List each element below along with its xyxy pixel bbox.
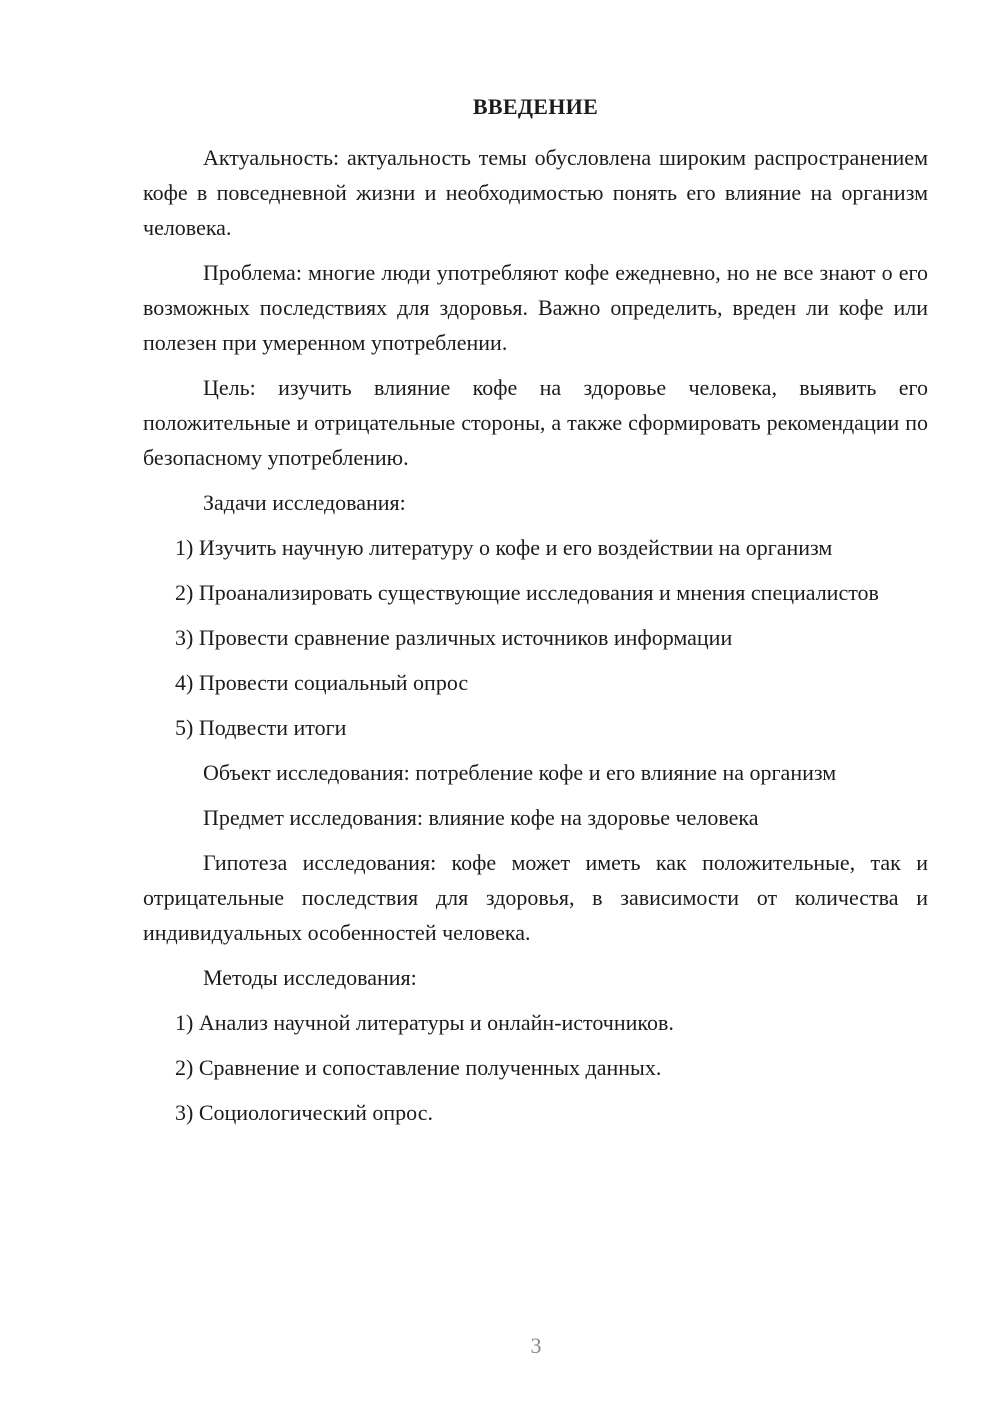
paragraph-hypothesis: Гипотеза исследования: кофе может иметь как положительные, так и отрицательные последствия для здоровья, в зависимости от количества и индивидуальных особенностей человека. — [143, 850, 928, 945]
paragraph-problem: Проблема: многие люди употребляют кофе ежедневно, но не все знают о его возможных последствиях для здоровья. Важно определить, вреден ли кофе или полезен при умеренном употреблении. — [143, 260, 928, 355]
document-body — [143, 140, 928, 1140]
method-item-2: 2) Сравнение и сопоставление полученных данных. — [175, 1055, 662, 1080]
task-item-5: 5) Подвести итоги — [175, 715, 347, 740]
task-item-4: 4) Провести социальный опрос — [175, 670, 469, 695]
paragraph-object: Объект исследования: потребление кофе и его влияние на организм — [203, 760, 837, 785]
task-item-1: 1) Изучить научную литературу о кофе и его воздействии на организм — [175, 535, 833, 560]
page-number: 3 — [530, 1333, 542, 1358]
paragraph-tasks-heading: Задачи исследования: — [203, 490, 406, 515]
paragraph-relevance: Актуальность: актуальность темы обусловлена широким распространением кофе в повседневной жизни и необходимостью понять его влияние на организм человека. — [143, 145, 928, 240]
task-item-2: 2) Проанализировать существующие исследования и мнения специалистов — [175, 580, 879, 605]
method-item-3: 3) Социологический опрос. — [175, 1100, 433, 1125]
paragraph-subject: Предмет исследования: влияние кофе на здоровье человека — [203, 805, 759, 830]
paragraph-goal: Цель: изучить влияние кофе на здоровье человека, выявить его положительные и отрицательные стороны, а также сформировать рекомендации по безопасному употреблению. — [143, 375, 928, 470]
paragraph-methods-heading: Методы исследования: — [203, 965, 417, 990]
task-item-3: 3) Провести сравнение различных источников информации — [175, 625, 733, 650]
page-title: ВВЕДЕНИЕ — [472, 94, 599, 119]
method-item-1: 1) Анализ научной литературы и онлайн-источников. — [175, 1010, 674, 1035]
